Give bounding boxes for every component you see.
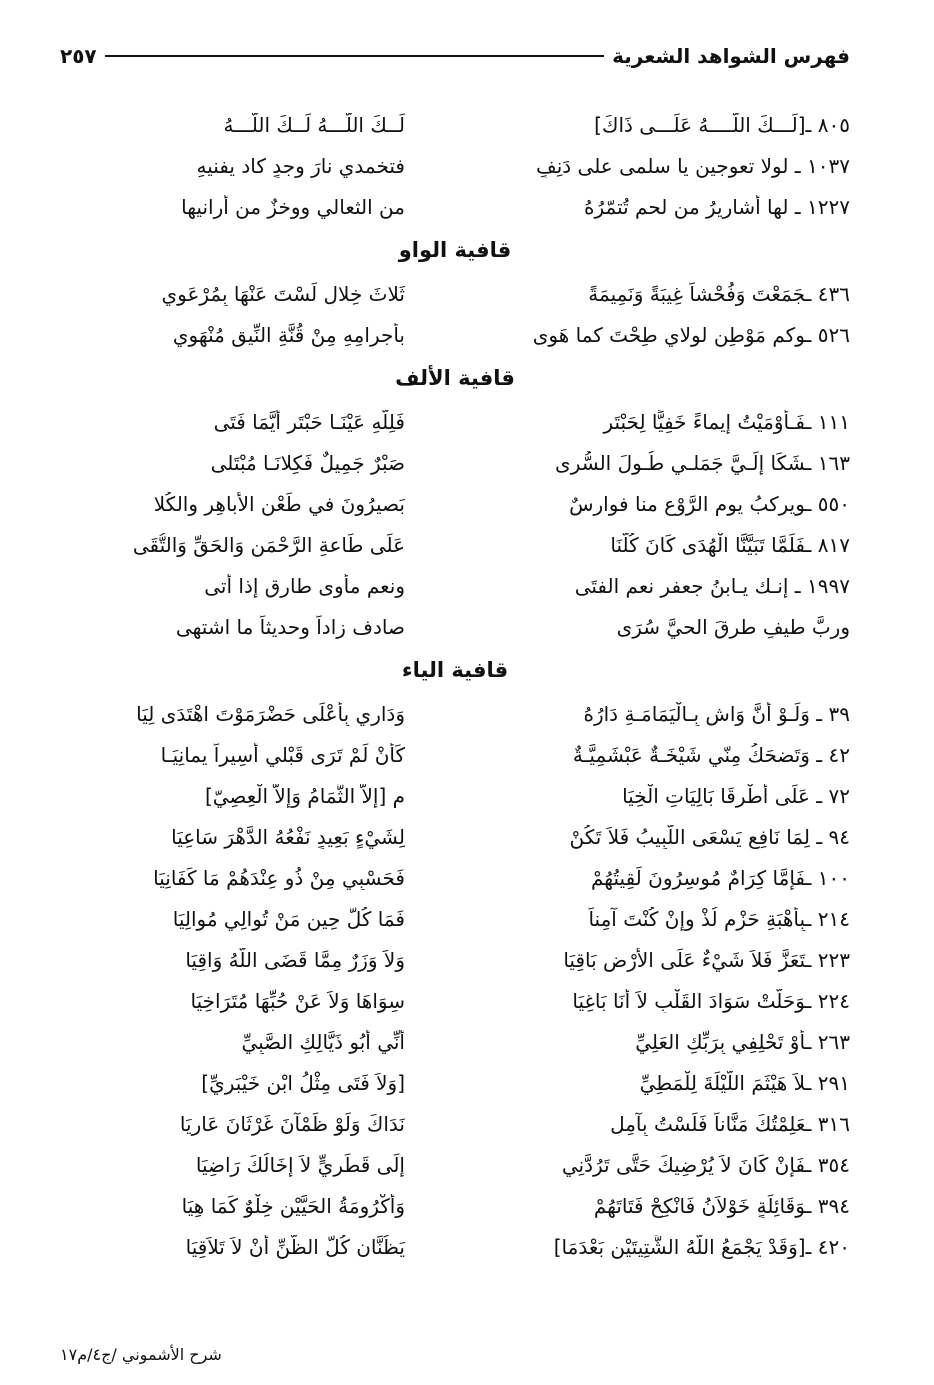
verse-first-hemistich: ٢٢٣ ـتَعَزَّ فَلاَ شَيْءٌ عَلَى الأَرْضِ بَاقِيَا — [563, 947, 850, 972]
verse-row — [60, 273, 850, 314]
verse-second-hemistich: [وَلاَ فَتَى مِثْلُ ابْنِ خَيْبَرِيِّ] — [201, 1070, 405, 1095]
verse-first-hemistich: ٢٢٤ ـوَحَلَّتْ سَوَادَ القَلْبِ لاَ أَنَا بَاغِيَا — [572, 988, 850, 1013]
header-rule — [105, 55, 604, 57]
verse-second-hemistich: فتخمدي نارَ وجدٍ كاد يفنيهِ — [196, 153, 405, 178]
verse-first-hemistich: ٢١٤ ـبِأَهْبَةِ حَزْمٍ لُذْ وإنْ كُنْتَ آمِناً — [588, 906, 850, 931]
page-number: ٢٥٧ — [60, 44, 97, 68]
verse-second-hemistich: مِ [إلاَّ الثُّمَامُ وَإلاَّ الْعِصِيّ] — [204, 783, 405, 808]
verse-second-hemistich: وَلاَ وَزَرٌ مِمَّا قَضَى اللَّهُ وَاقِيَا — [185, 947, 405, 972]
verse-second-hemistich: صادف زاداً وحديثاً ما اشتهى — [175, 614, 405, 639]
section-title: قافية الواو — [398, 238, 512, 262]
verse-first-hemistich: ٥٢٦ ـوكم مَوْطِنٍ لولاي طِحْتَ كما هَوى — [532, 322, 850, 347]
verse-second-hemistich: أَنِّي أَبُو ذَيَّالِكِ الصَّبِيِّ — [241, 1029, 405, 1054]
verse-second-hemistich: إلَى قَطَرِيٍّ لاَ إخَالُكَ رَاضِيَا — [195, 1152, 405, 1177]
verse-first-hemistich: ٢٩١ ـلاَ هَيْثَمَ اللَّيْلَةَ لِلْمَطِيِّ — [639, 1070, 850, 1095]
verse-first-hemistich: ١١١ ـفَـأَوْمَيْتُ إيماءً خَفِيًّا لِحَبْتَرٍ — [603, 409, 850, 434]
verse-first-hemistich: ٣٩٤ ـوَقَائِلَةٍ خَوْلاَنُ فَانْكِحْ فَتَاتَهُمْ — [593, 1193, 850, 1218]
header-title: فهرس الشواهد الشعرية — [612, 44, 850, 68]
verse-second-hemistich: فَحَسْبِي مِنْ ذُو عِنْدَهُمْ مَا كَفَانِيَا — [153, 865, 405, 890]
verse-second-hemistich: صَبْرٌ جَمِيلٌ فَكِلانَـا مُبْتَلى — [210, 450, 405, 475]
verse-row — [60, 857, 850, 898]
verse-row — [60, 442, 850, 483]
verse-row — [60, 1185, 850, 1226]
verse-row — [60, 1021, 850, 1062]
verse-row — [60, 1226, 850, 1267]
verse-first-hemistich: ١٠٠ ـفَإمَّا كِرَامٌ مُوسِرُونَ لَقِيتُهُمْ — [590, 865, 850, 890]
verse-second-hemistich: بأجرامِهِ مِنْ قُنَّةِ النِّيقِ مُنْهَوِي — [172, 322, 405, 347]
verse-first-hemistich: وربَّ طيفٍ طرقَ الحيَّ سُرَى — [616, 614, 850, 639]
verse-second-hemistich: فَمَا كُلَّ حِينٍ مَنْ تُوالِي مُوالِيَا — [172, 906, 405, 931]
verse-row — [60, 186, 850, 227]
verse-first-hemistich: ١٢٢٧ ـ لها أشاريرُ من لحمٍ تُتمّرُهُ — [584, 194, 850, 219]
verse-second-hemistich: سِوَاهَا وَلاَ عَنْ حُبِّهَا مُتَرَاخِيَا — [190, 988, 405, 1013]
verse-first-hemistich: ١٠٣٧ ـ لولا تعوجين يا سلمى على دَنِفٍ — [535, 153, 850, 178]
verse-row — [60, 816, 850, 857]
header-spacer — [60, 74, 850, 104]
verse-first-hemistich: ٤٣٦ ـجَمَعْتَ وَفُحْشاً غِيبَةً وَنَمِيمَةً — [588, 281, 850, 306]
verse-index — [60, 104, 850, 1267]
verse-second-hemistich: ثَلاثَ خِلالٍ لَسْتَ عَنْهَا بِمُرْعَوِي — [161, 281, 405, 306]
verse-first-hemistich: ٨٠٥ ـ[لَـــكَ اللَّــــهُ عَلَـــى ذَاكَ] — [594, 112, 850, 137]
verse-second-hemistich: لَــكَ اللَّـــهُ لَــكَ اللَّـــهُ — [223, 112, 405, 137]
verse-row — [60, 775, 850, 816]
verse-first-hemistich: ٣٩ ـ وَلَـوْ أَنَّ وَاشٍ بِـالْيَمَامَـةِ دَارُهُ — [583, 701, 850, 726]
verse-second-hemistich: وَدَارِي بِأَعْلَى حَضْرَمَوْتَ اهْتَدَى لِيَا — [136, 701, 405, 726]
verse-second-hemistich: فَلِلّهِ عَيْنَـا حَبْتَرٍ أَيَّمَا فَتَى — [213, 409, 405, 434]
verse-first-hemistich: ٤٢٠ ـ[وَقَدْ يَجْمَعُ اللَّهُ الشَّتِيتَيْنِ بَعْدَمَا] — [553, 1234, 850, 1259]
verse-row — [60, 483, 850, 524]
verse-row — [60, 401, 850, 442]
verse-second-hemistich: نَدَاكَ وَلَوْ ظَمْآنَ غَرْثَانَ عَارِيَا — [179, 1111, 405, 1136]
verse-row — [60, 1062, 850, 1103]
verse-first-hemistich: ٧٢ ـ عَلَى أَطْرِقَا بَالِيَاتِ الْخِيَا — [622, 783, 850, 808]
verse-first-hemistich: ٨١٧ ـفَلَمَّا تَبَيَّنَّا الْهُدَى كَانَ كُلُّنَا — [610, 532, 850, 557]
verse-second-hemistich: كَأَنْ لَمْ تَرَى قَبْلي أَسِيراً يمانِيَـا — [160, 742, 405, 767]
verse-row — [60, 734, 850, 775]
page-footer: شرح الأشموني /ج٤/م١٧ — [60, 1345, 222, 1364]
verse-second-hemistich: بَصيرُونَ في طَعْنِ الأباهِرِ والكُلا — [153, 491, 405, 516]
verse-row — [60, 524, 850, 565]
verse-first-hemistich: ١٩٩٧ ـ إنـك يـابنُ جعفرٍ نعم الفتَى — [574, 573, 850, 598]
verse-second-hemistich: يَظُنَّانِ كُلَّ الظَّنِّ أَنْ لاَ تَلاَقِيَا — [185, 1234, 405, 1259]
verse-second-hemistich: لِشَيْءٍ بَعِيدٍ نَفْعُهُ الدَّهْرَ سَاعِيَا — [171, 824, 405, 849]
verse-row — [60, 693, 850, 734]
page-header — [60, 38, 850, 74]
verse-row — [60, 565, 850, 606]
verse-first-hemistich: ٢٦٣ ـأَوْ تَحْلِفِي بِرَبِّكِ العَلِيِّ — [635, 1029, 850, 1054]
verse-row — [60, 145, 850, 186]
verse-first-hemistich: ١٦٣ ـشَكَا إلَـيَّ جَمَلـي طُـولَ السُّرى — [555, 450, 850, 475]
verse-first-hemistich: ٩٤ ـ لِمَا نَافِعٍ يَسْعَى اللَّبِيبُ فَلاَ تَكُنْ — [569, 824, 850, 849]
verse-second-hemistich: عَلَى طَاعةِ الرَّحْمَنِ وَالحَقِّ وَالتُّقَى — [132, 532, 405, 557]
page — [60, 38, 850, 1378]
verse-row — [60, 606, 850, 647]
verse-second-hemistich: وَأُكْرُومَةُ الحَيَّيْنِ خِلْوٌ كَمَا هِيَا — [181, 1193, 405, 1218]
verse-second-hemistich: ونعم مأوى طارقٍ إذا أتى — [204, 573, 405, 598]
verse-row — [60, 314, 850, 355]
verse-second-hemistich: من الثعالي ووخزٌ من أرانيها — [181, 194, 405, 219]
section-title: قافية الألف — [395, 366, 515, 390]
verse-first-hemistich: ٤٢ ـ وَتَضحَكُ مِنّي شَيْخَـةٌ عَبْشَمِيَّـةٌ — [572, 742, 850, 767]
verse-row — [60, 1144, 850, 1185]
verse-row — [60, 939, 850, 980]
verse-first-hemistich: ٣١٦ ـعَلِمْتُكَ مَنَّاناً فَلَسْتُ بِآمِلٍ — [610, 1111, 850, 1136]
verse-row — [60, 1103, 850, 1144]
verse-first-hemistich: ٥٥٠ ـويركبُ يوم الرَّوْعِ منا فوارسٌ — [569, 491, 850, 516]
section-title: قافية الياء — [401, 658, 509, 682]
verse-row — [60, 104, 850, 145]
verse-first-hemistich: ٣٥٤ ـفَإِنْ كَانَ لاَ يُرْضِيكَ حَتَّى تَرُدَّنِي — [561, 1152, 850, 1177]
verse-row — [60, 980, 850, 1021]
verse-row — [60, 898, 850, 939]
